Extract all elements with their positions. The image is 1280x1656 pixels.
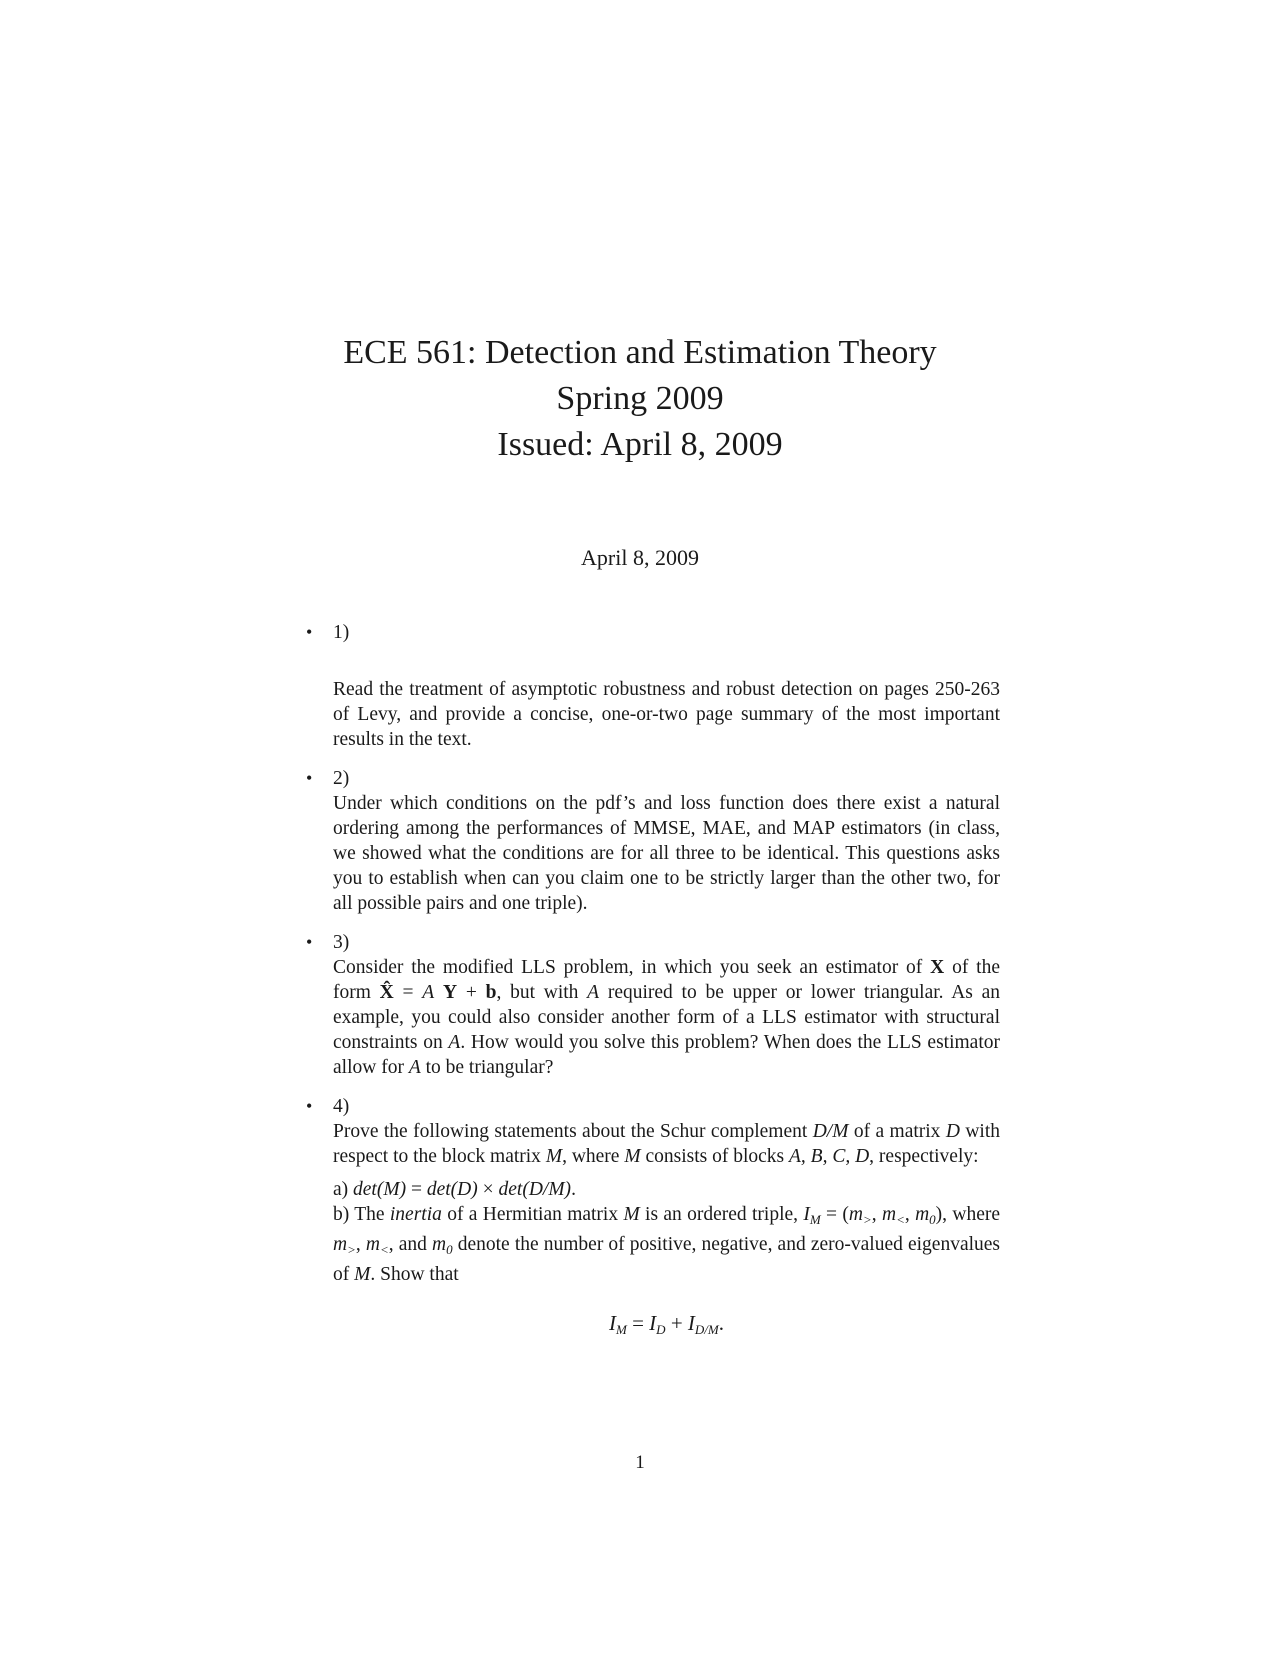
problem-number: 1) (333, 622, 350, 643)
problem-number: 4) (333, 1096, 350, 1117)
title-term: Spring 2009 (556, 380, 724, 417)
math-b: b (485, 982, 497, 1003)
bullet-icon: • (306, 1096, 313, 1116)
bullet-icon: • (306, 932, 313, 952)
title-course: ECE 561: Detection and Estimation Theory (343, 334, 937, 371)
problem-text: Under which conditions on the pdf’s and loss function does there exist a natural ordering among the performances of MMSE, MAE, and MAP estimators (in class, we showed what the conditions are for all three to be identical. This questions asks you to establish when can you claim one to be strictly larger than the other two, for all possible pairs and one triple). (333, 793, 1000, 914)
problem-number: 2) (333, 768, 350, 789)
problem-4 (300, 1094, 1000, 1342)
bullet-icon: • (306, 622, 313, 642)
problem-2 (300, 766, 1000, 916)
part-a: a) det(M) = det(D) × det(D/M). (333, 1179, 576, 1200)
math-X: X (930, 957, 945, 978)
math-Xhat: X̂ (379, 982, 394, 1003)
equation-inertia: $I_M = I_D + I_{D/M}$. (608, 1311, 724, 1337)
bullet-icon: • (306, 768, 313, 788)
problem-1 (300, 620, 1000, 752)
document-date: April 8, 2009 (581, 545, 699, 570)
problem-number: 3) (333, 932, 350, 953)
problem-list (300, 620, 1000, 1356)
math-Y: Y (442, 982, 458, 1003)
part-b: b) The inertia of a Hermitian matrix M is an ordered triple, $I_M = (m_>$, $m_<$, $m_0$), where $m_>$, $m_<$, and $m_0$ denote the number of positive, negative, and zero-valued eigenvalues of M. Show that (333, 1204, 1001, 1285)
page-number: 1 (635, 1452, 645, 1473)
problem-text: Consider the modified LLS problem, in which you seek an estimator of X of the form X̂ = A Y + b, but with A required to be upper or lower triangular. As an example, you could also consider another form of a LLS estimator with structural constraints on A. How would you solve this problem? When does the LLS estimator allow for A to be triangular? (333, 957, 1001, 1078)
problem-text: Read the treatment of asymptotic robustness and robust detection on pages 250-263 of Levy, and provide a concise, one-or-two page summary of the most important results in the text. (333, 679, 1000, 750)
problem-text: Prove the following statements about the Schur complement D/M of a matrix D with respect to the block matrix M, where M consists of blocks A, B, C, D, respectively: (333, 1121, 1001, 1167)
title-issued: Issued: April 8, 2009 (497, 426, 783, 463)
document-title (0, 330, 1280, 468)
problem-3 (300, 930, 1000, 1080)
